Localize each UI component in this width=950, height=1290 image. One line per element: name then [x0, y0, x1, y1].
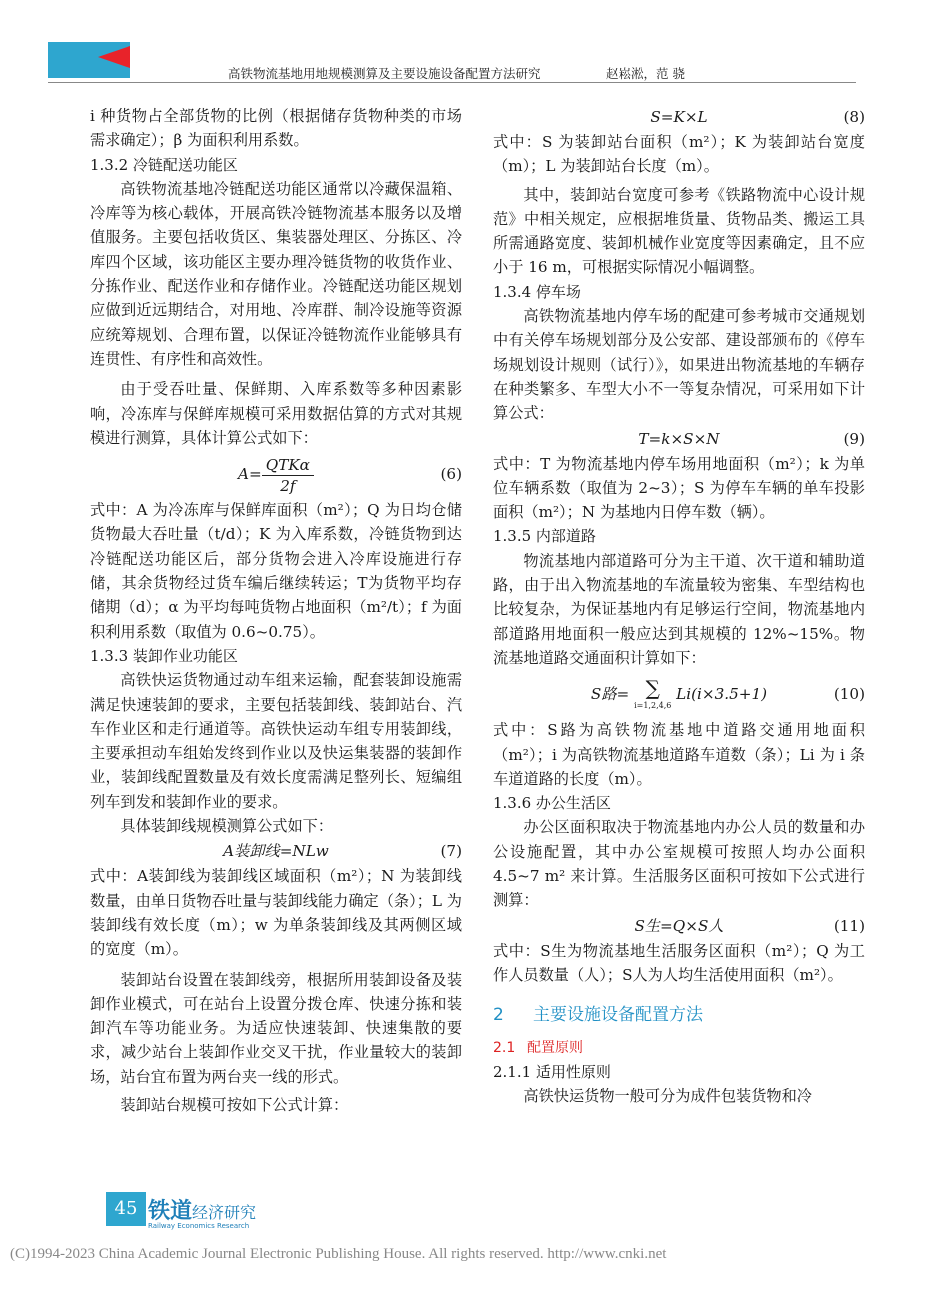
section-heading-2-1-1: 2.1.1 适用性原则 — [493, 1062, 611, 1081]
paragraph: 高铁快运货物通过动车组来运输，配套装卸设施需满足快速装卸的要求，主要包括装卸线、装卸站台、汽车作业区和走行通道等。高铁快运动车组专用装卸线，主要承担动车组始发终到作业以及快运集装器的装卸作业，装卸线配置数量及有效长度需满足整列长、短编组列车到发和装卸作业的要求。 — [90, 671, 462, 811]
paragraph: 式中：A装卸线为装卸线区域面积（m²）；N 为装卸线数量，由单日货物吞吐量与装卸线能力确定（条）；L 为装卸线有效长度（m）；w 为单条装卸线及其两侧区域的宽度（m）。 — [90, 867, 462, 959]
paragraph: 式中：S生为物流基地生活服务区面积（m²）；Q 为工作人员数量（人）；S人为人均生活使用面积（m²）。 — [493, 941, 865, 984]
section-heading-1-3-5: 1.3.5 内部道路 — [493, 527, 596, 546]
paragraph: 式中：T 为物流基地内停车场用地面积（m²）；k 为单位车辆系数（取值为 2~3）；S 为停车车辆的单车投影面积（m²）；N 为基地内日停车数（辆）。 — [493, 454, 865, 522]
paragraph: 具体装卸线规模测算公式如下： — [120, 817, 334, 836]
paragraph: 装卸站台规模可按如下公式计算： — [120, 1095, 349, 1114]
paragraph: 其中，装卸站台宽度可参考《铁路物流中心设计规范》中相关规定，应根据堆货量、货物品类、搬运工具所需通路宽度、装卸机械作业宽度等因素确定，且不应小于 16 m，可根据实际情况小幅调整。 — [493, 185, 865, 277]
section-heading-1-3-2: 1.3.2 冷链配送功能区 — [90, 155, 238, 174]
journal-logo: 铁道经济研究 Railway Economics Research — [148, 1199, 257, 1230]
header-rule — [48, 82, 856, 83]
section-heading-1-3-6: 1.3.6 办公生活区 — [493, 794, 611, 813]
paragraph: 装卸站台设置在装卸线旁，根据所用装卸设备及装卸作业模式，可在站台上设置分拨仓库、快速分拣和装卸汽车等功能业务。为适应快速装卸、快速集散的要求，减少站台上装卸作业交叉干扰，作业量较大的装卸场，站台宜布置为两台夹一线的形式。 — [90, 970, 462, 1086]
running-title: 高铁物流基地用地规模测算及主要设施设备配置方法研究 — [228, 66, 541, 81]
equation-11: S生=Q×S人 (11) — [493, 913, 865, 939]
equation-7: A装卸线=NLw (7) — [90, 838, 462, 864]
page-number: 45 — [106, 1192, 146, 1226]
equation-6: A= $\frac{\text{QTKα}}{2f}$ (6) — [90, 450, 462, 498]
paragraph: 办公区面积取决于物流基地内办公人员的数量和办公设施配置，其中办公室规模可按照人均办公面积 4.5~7 m² 来计算。生活服务区面积可按如下公式进行测算： — [493, 818, 865, 910]
equation-number: (7) — [440, 842, 462, 861]
paragraph: i 种货物占全部货物的比例（根据储存货物种类的市场需求确定）；β 为面积利用系数。 — [90, 107, 462, 150]
paragraph: 高铁物流基地冷链配送功能区通常以冷藏保温箱、冷库等为核心载体，开展高铁冷链物流基本服务以及增值服务。主要包括收货区、集装器处理区、分拣区、冷库四个区域，该功能区主要办理冷链货物的收货作业、分拣作业、配送作业和存储作业。冷链配送功能区规划应做到近远期结合，对用地、冷库群、制冷设施等资源应统筹规划、合理布置，以保证冷链物流作业能够具有连贯性、有序性和高效性。 — [90, 179, 462, 368]
paragraph: 式中：S路为高铁物流基地中道路交通用地面积（m²）；i 为高铁物流基地道路车道数（条）；Li 为 i 条车道道路的长度（m）。 — [493, 721, 865, 788]
paragraph: 高铁物流基地内停车场的配建可参考城市交通规划中有关停车场规划部分及公安部、建设部颁布的《停车场规划设计规则（试行）》，如果进出物流基地的车辆存在种类繁多、车型大小不一等复杂情况，可采用如下计算公式： — [493, 307, 865, 423]
header-red-triangle — [98, 46, 130, 68]
equation-number: (6) — [440, 465, 462, 484]
right-column — [493, 104, 865, 1108]
section-heading-1-3-3: 1.3.3 装卸作业功能区 — [90, 646, 238, 665]
equation-number: (11) — [833, 916, 865, 935]
equation-number: (9) — [843, 429, 865, 448]
equation-10: S路= ∑ i=1,2,4,6 Li(i×3.5+1) (10) — [493, 670, 865, 718]
running-authors: 赵崧淞，范 骁 — [606, 66, 685, 81]
equation-8: S=K×L (8) — [493, 104, 865, 130]
section-heading-2: 2 主要设施设备配置方法 — [493, 1005, 703, 1026]
equation-9: T=k×S×N (9) — [493, 426, 865, 452]
equation-number: (10) — [833, 685, 865, 704]
section-heading-1-3-4: 1.3.4 停车场 — [493, 282, 581, 301]
paragraph: 式中：A 为冷冻库与保鲜库面积（m²）；Q 为日均仓储货物最大吞吐量（t/d）；K 为入库系数，冷链货物到达冷链配送功能区后，部分货物会进入冷库设施进行存储，其余货物经过货车编后继续转运；T为货物平均存储期（d）；α 为平均每吨货物占地面积（m²/t）；f 为面积利用系数（取值为 0.6~0.75）。 — [90, 501, 462, 641]
paragraph: 物流基地内部道路可分为主干道、次干道和辅助道路，由于出入物流基地的车流量较为密集、车型结构也比较复杂，为保证基地内有足够运行空间，物流基地内部道路用地面积一般应达到其规模的 12%~15%。物流基地道路交通面积计算如下： — [493, 551, 865, 667]
section-heading-2-1: 2.1 配置原则 — [493, 1039, 583, 1056]
left-column — [90, 104, 462, 1117]
paragraph: 由于受吞吐量、保鲜期、入库系数等多种因素影响，冷冻库与保鲜库规模可采用数据估算的方式对其规模进行测算，具体计算公式如下： — [90, 380, 462, 447]
copyright-line: (C)1994-2023 China Academic Journal Electronic Publishing House. All rights reserved. http://www.cnki.net — [10, 1246, 667, 1262]
equation-number: (8) — [843, 108, 865, 126]
paragraph: 高铁快运货物一般可分为成件包装货物和冷 — [523, 1087, 812, 1106]
paragraph: 式中：S 为装卸站台面积（m²）；K 为装卸站台宽度（m）；L 为装卸站台长度（m）。 — [493, 133, 865, 176]
